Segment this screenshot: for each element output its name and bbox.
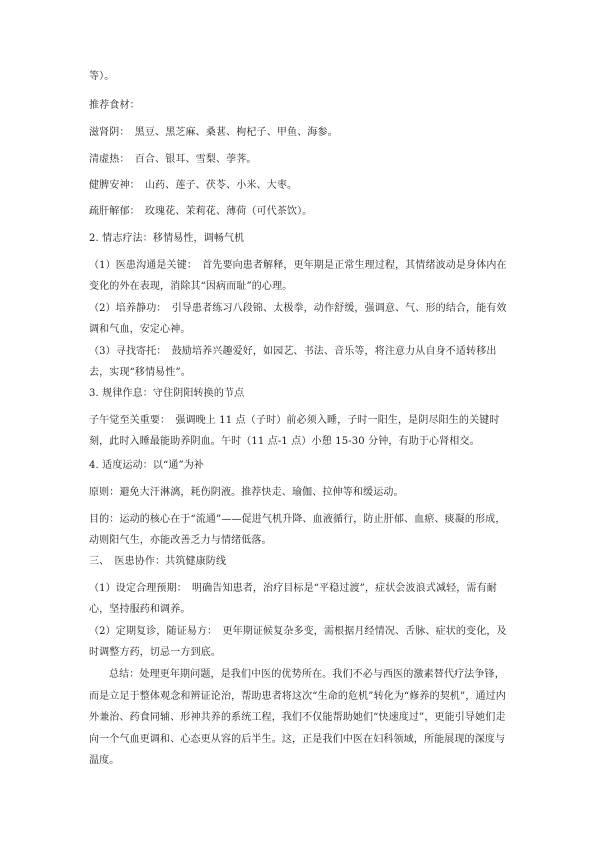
food-item-nourish-kidney-yin: 滋肾阴： 黑豆、黑芝麻、桑葚、枸杞子、甲鱼、海参。 — [89, 127, 338, 138]
paragraph-communication: （1）医患沟通是关键： 首先要向患者解释，更年期是正常生理过程，其情绪波动是身体内在变化的外在表现，消除其“因病而耻”的心理。 — [89, 260, 507, 292]
paragraph-summary: 总结：处理更年期问题，是我们中医的优势所在。我们不必与西医的激素替代疗法争锋，而是立足于整体观念和辨证论治，帮助患者将这次“生命的危机”转化为“修养的契机”，通过内外兼治、药食同辅、形神共养的系统工程，我们不仅能帮助她们“快速度过”，更能引导她们走向一个气血更调和、心态更从容的后半生。这，正是我们中医在妇科领域，所能展现的深度与温度。 — [89, 669, 506, 766]
paragraph-continuation: 等）。 — [89, 71, 115, 82]
recommended-foods-heading: 推荐食材： — [89, 100, 140, 111]
section-heading-emotional-therapy: 2. 情志疗法：移情易性，调畅气机 — [89, 233, 245, 244]
section-heading-routine: 3. 规律作息：守住阴阳转换的节点 — [89, 388, 245, 399]
paragraph-follow-up: （2）定期复诊，随证易方： 更年期证候复杂多变，需根据月经情况、舌脉、症状的变化，及时调整方药，切忌一方到底。 — [89, 626, 507, 658]
paragraph-exercise-purpose: 目的：运动的核心在于“流通”——促进气机升降、血液循行，防止肝郁、血瘀、痰凝的形成，动则阳气生，亦能改善乏力与情绪低落。 — [89, 514, 506, 546]
food-item-liver-soothing: 疏肝解郁： 玫瑰花、茉莉花、薄荷（可代茶饮）。 — [89, 206, 313, 217]
paragraph-expectations: （1）设定合理预期： 明确告知患者，治疗目标是“平稳过渡”，症状会波浪式减轻，需有耐心，坚持服药和调养。 — [89, 583, 497, 615]
paragraph-hobbies: （3）寻找寄托： 鼓励培养兴趣爱好，如园艺、书法、音乐等，将注意力从自身不适转移出去，实现“移情易性”。 — [89, 346, 497, 378]
paragraph-exercise-principle: 原则：避免大汗淋漓，耗伤阴液。推荐快走、瑜伽、拉伸等和缓运动。 — [89, 487, 404, 498]
section-heading-collaboration: 三、 医患协作：共筑健康防线 — [89, 556, 227, 567]
food-item-spleen-calm: 健脾安神： 山药、莲子、茯苓、小米、大枣。 — [89, 180, 298, 191]
paragraph-static-practice: （2）培养静功： 引导患者练习八段锦、太极拳，动作舒缓，强调意、气、形的结合，能有效调和气血，安定心神。 — [89, 303, 507, 335]
paragraph-sleep: 子午觉至关重要： 强调晚上 11 点（子时）前必须入睡，子时一阳生，是阴尽阳生的关键时刻，此时入睡最能助养阴血。午时（11 点-1 点）小憩 15-30 分钟，有助于心肾相交。 — [89, 415, 500, 447]
food-item-clear-deficiency-heat: 清虚热： 百合、银耳、雪梨、荸荠。 — [89, 154, 257, 165]
section-heading-exercise: 4. 适度运动：以“通”为补 — [89, 460, 205, 471]
